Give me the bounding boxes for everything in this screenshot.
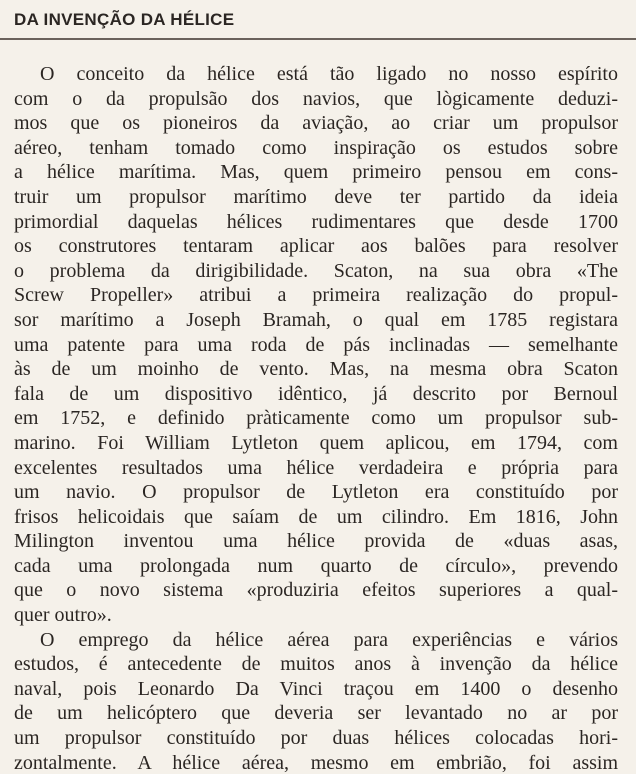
text-line: os construtores tentaram aplicar aos balões para resolver [14,235,618,258]
paragraph-2 [14,628,618,774]
text-line: com o da propulsão dos navios, que lògicamente deduzi- [14,87,618,110]
text-line: truir um propulsor marítimo deve ter partido da ideia [14,185,618,208]
text-line: a hélice marítima. Mas, quem primeiro pensou em cons- [14,161,618,184]
text-line: um propulsor constituído por duas hélices colocadas hori- [14,727,618,750]
text-line: aéreo, tenham tomado como inspiração os estudos sobre [14,136,618,159]
text-line: excelentes resultados uma hélice verdadeira e própria para [14,456,618,479]
text-line: primordial daquelas hélices rudimentares que desde 1700 [14,210,618,233]
text-line: o problema da dirigibilidade. Scaton, na sua obra «The [14,259,618,282]
text-line: quer outro». [14,604,112,627]
article-body [14,62,618,774]
text-line: uma patente para uma roda de pás inclinadas — semelhante [14,333,618,356]
text-line: sor marítimo a Joseph Bramah, o qual em 1785 registara [14,308,618,331]
text-line: O emprego da hélice aérea para experiências e vários [40,628,618,651]
text-line: Screw Propeller» atribui a primeira realização do propul- [14,284,618,307]
text-line: estudos, é antecedente de muitos anos à invenção da hélice [14,653,618,676]
text-line: marino. Foi William Lytleton quem aplicou, em 1794, com [14,431,618,454]
text-line: um navio. O propulsor de Lytleton era constituído por [14,481,618,504]
section-title: DA INVENÇÃO DA HÉLICE [14,10,235,29]
text-line: zontalmente. A hélice aérea, mesmo em embrião, foi assim [14,751,618,774]
text-line: mos que os pioneiros da aviação, ao criar um propulsor [14,112,618,135]
text-line: O conceito da hélice está tão ligado no nosso espírito [40,63,618,85]
text-line: naval, pois Leonardo Da Vinci traçou em 1400 o desenho [14,677,618,700]
text-line: que o novo sistema «produziria efeitos superiores a qual- [14,579,618,602]
title-divider [0,38,636,40]
text-line: em 1752, e definido pràticamente como um propulsor sub- [14,407,618,430]
text-line: frisos helicoidais que saíam de um cilindro. Em 1816, John [14,505,618,528]
text-line: de um helicóptero que deveria ser levantado no ar por [14,702,618,725]
paragraph-1 [14,62,618,628]
text-line: fala de um dispositivo idêntico, já descrito por Bernoul [14,382,618,405]
text-line: Milington inventou uma hélice provida de «duas asas, [14,530,618,553]
text-line: às de um moinho de vento. Mas, na mesma obra Scaton [14,358,618,381]
text-line: cada uma prolongada num quarto de círculo», prevendo [14,554,618,577]
